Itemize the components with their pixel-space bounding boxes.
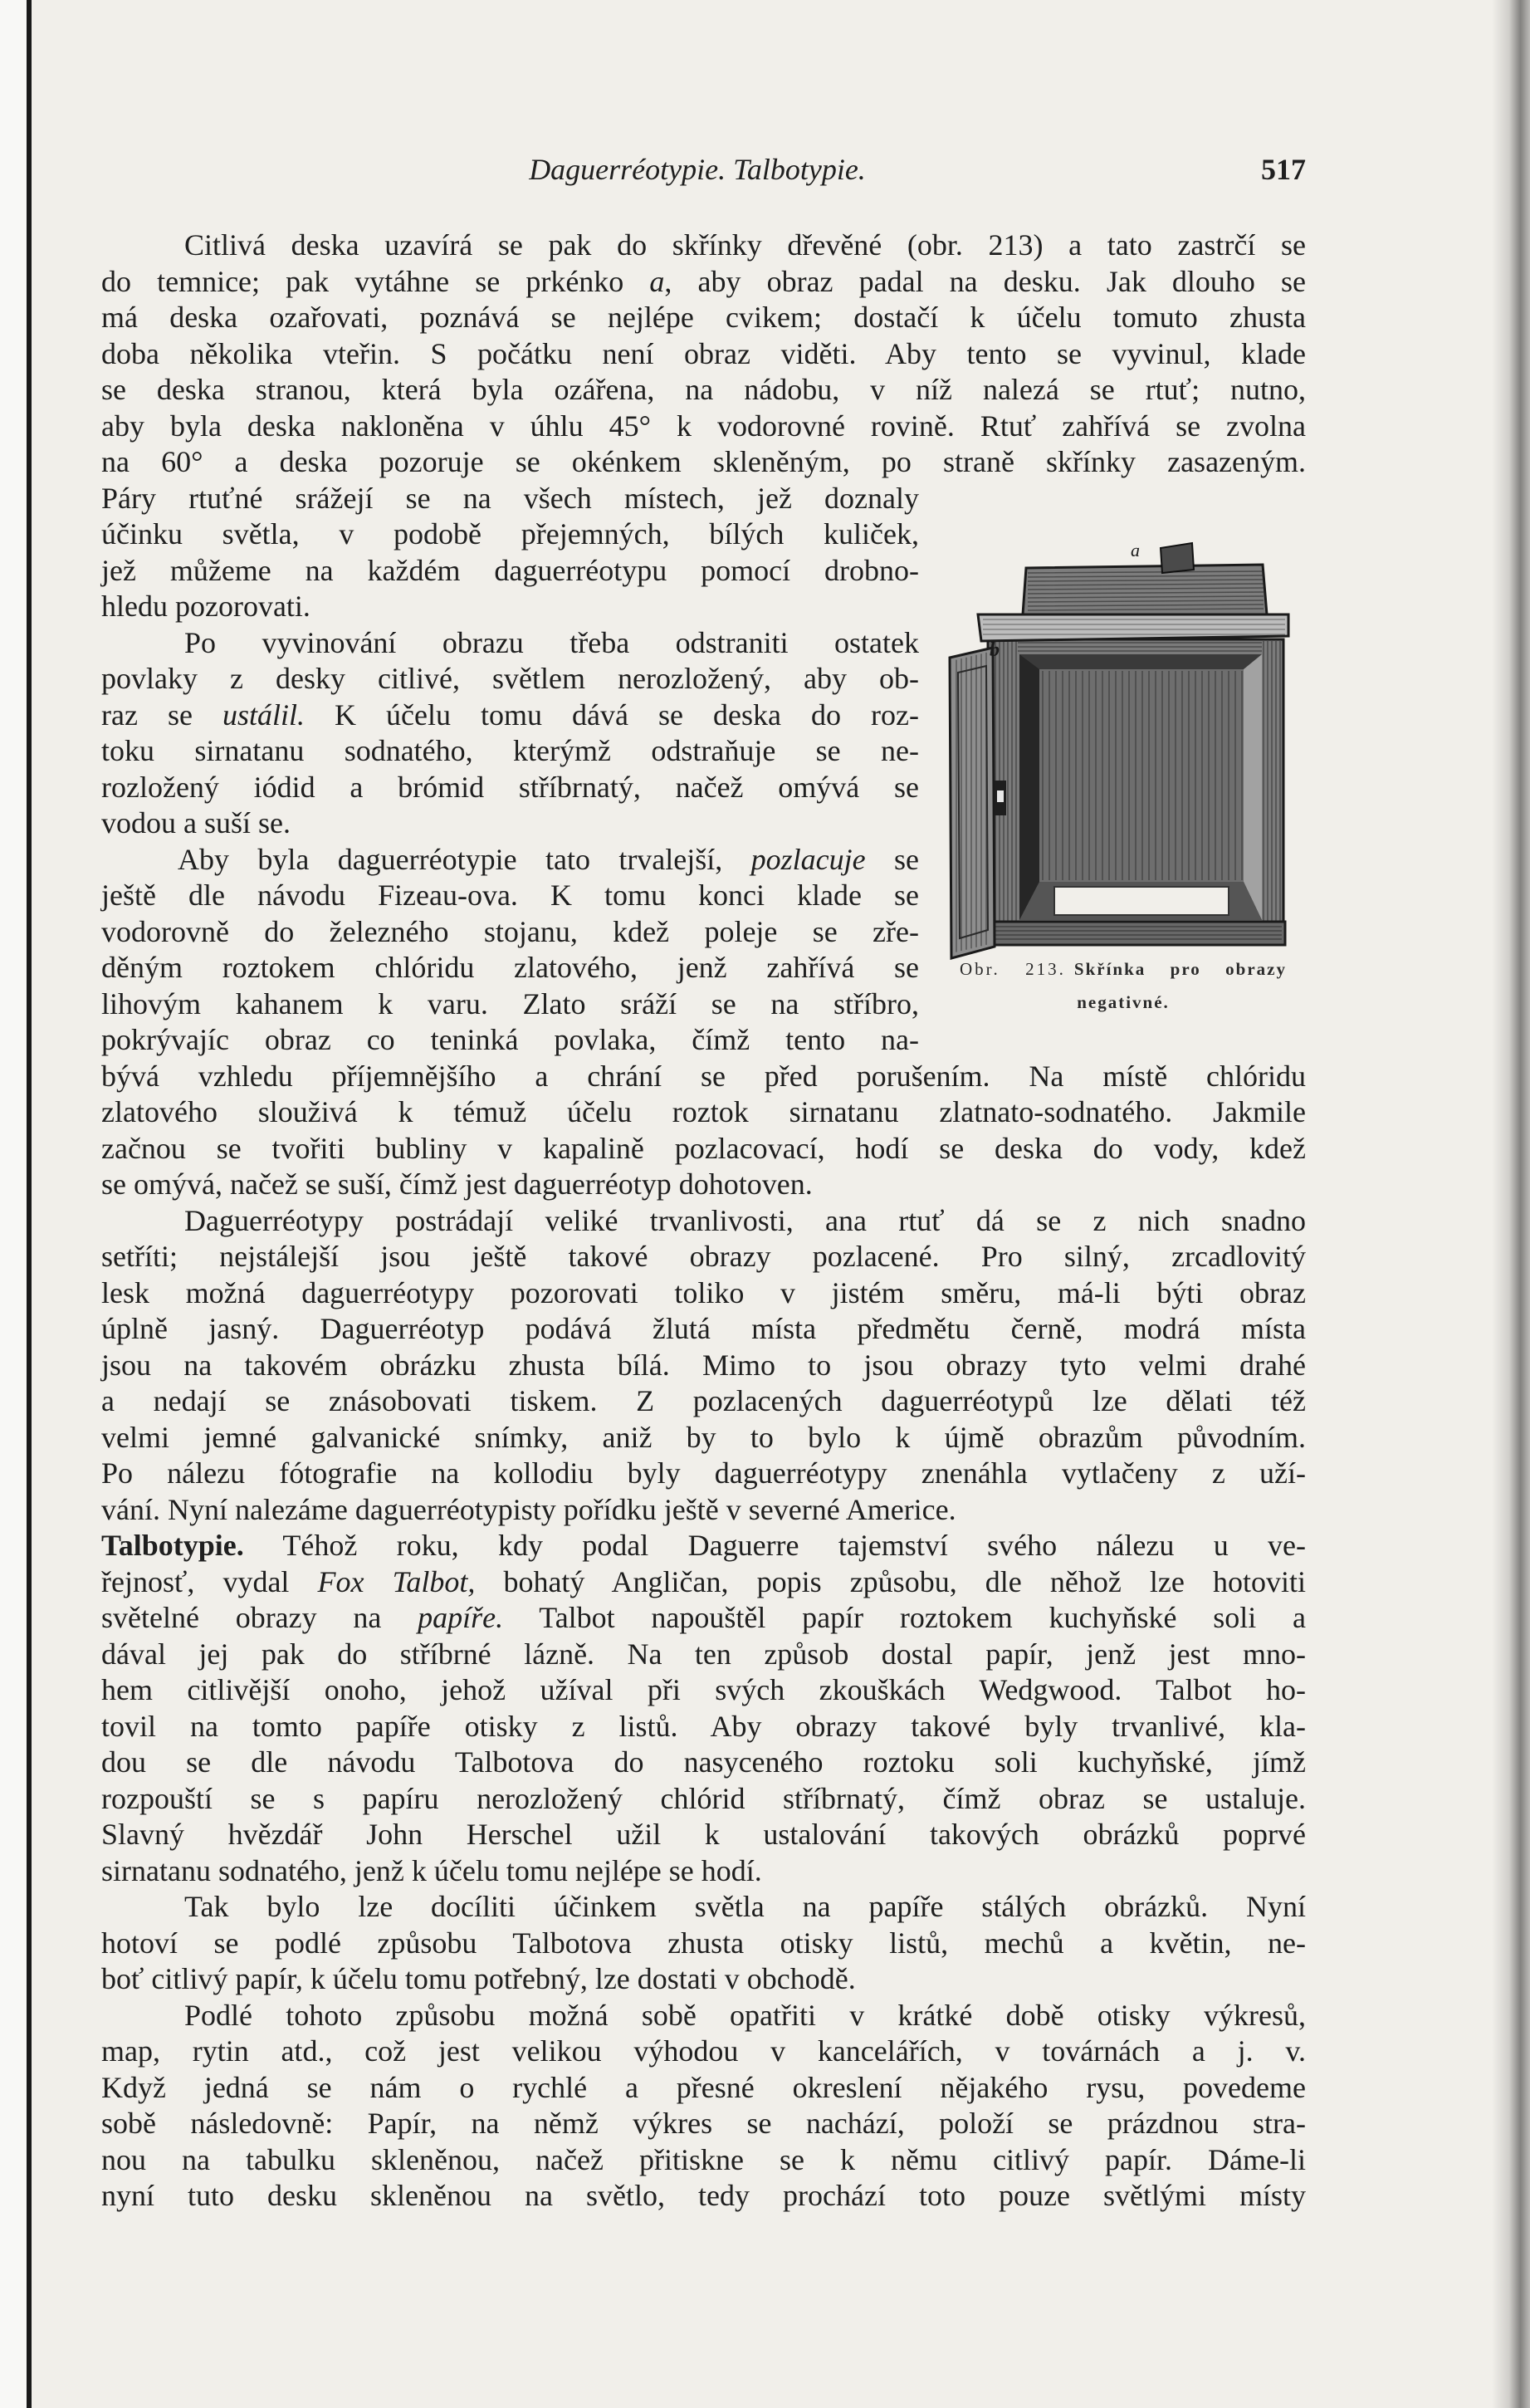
interior-right-wall <box>1244 654 1262 920</box>
text-line <box>101 1564 1306 1601</box>
text-line: sirnatanu sodnatého, jenž k účelu tomu nejlépe se hodí. <box>101 1853 762 1887</box>
text-line: povlaky z desky citlivé, světlem nerozložený, aby ob- <box>101 662 919 695</box>
text-line: nyní tuto desku skleněnou na světlo, tedy prochází toto pouze světlými místy <box>101 2179 1306 2212</box>
text-line: Po vyvinování obrazu třeba odstraniti ostatek <box>184 625 919 659</box>
text-line: Daguerréotypy postrádají veliké trvanlivosti, ana rtuť dá se z nich snadno <box>184 1203 1306 1237</box>
text-line: rozložený iódid a brómid stříbrnatý, načež omývá se <box>101 770 919 804</box>
caption-title: Skřínka pro obrazy <box>1073 959 1287 979</box>
text-line: začnou se tvořiti bubliny v kapalině pozlacovací, hodí se deska do vody, kdež <box>101 1131 1306 1165</box>
text-line <box>101 264 1306 301</box>
italic-segment: pozlacuje <box>750 842 866 876</box>
text-segment: , aby obraz padal na desku. Jak dlouho se <box>664 264 1306 298</box>
text-line: doba několika vteřin. S počátku není obraz viděti. Aby tento se vyvinul, klade <box>101 336 1306 370</box>
door-latch-highlight <box>997 790 1004 802</box>
figure-label-a: a <box>1131 540 1140 560</box>
text-line: jež můžeme na každém daguerréotypu pomocí drobno- <box>101 553 919 587</box>
interior-back-panel <box>1039 669 1244 882</box>
text-line: jsou na takovém obrázku zhusta bílá. Mimo to jsou obrazy tyto velmi drahé <box>101 1348 1306 1382</box>
caption-number: Obr. 213. <box>960 959 1066 979</box>
text-segment: se <box>865 842 919 876</box>
italic-segment: Fox Talbot, <box>317 1564 476 1598</box>
text-line: pokrývajíc obraz co teninká povlaka, čímž tento na- <box>101 1023 919 1056</box>
text-line: Když jedná se nám o rychlé a přesné okreslení nějakého rysu, povedeme <box>101 2070 1306 2104</box>
section-heading-talbotypie: Talbotypie. <box>101 1529 244 1562</box>
text-line: na 60° a deska pozoruje se okénkem skleněným, po straně skřínky zasazeným. <box>101 445 1306 478</box>
text-segment: K účelu tomu dává se deska do roz- <box>305 697 920 732</box>
text-line: Páry rtuťné srážejí se na všech místech, jež doznaly <box>101 481 919 515</box>
text-line: dou se dle návodu Talbotova do nasyceného roztoku soli kuchyňské, jímž <box>101 1745 1306 1779</box>
text-line: toku sirnatanu sodnatého, kterýmž odstraňuje se ne- <box>101 734 919 767</box>
caption-title-continued: negativné. <box>1077 992 1170 1012</box>
figure-label-b: b <box>990 639 1000 661</box>
text-line: vodorovně do železného stojanu, kdež poleje se zře- <box>101 914 919 948</box>
text-line: lihovým kahanem k varu. Zlato sráží se na stříbro, <box>101 986 919 1020</box>
text-line: se omývá, načež se suší, čímž jest daguerréotyp dohotoven. <box>101 1167 813 1201</box>
page-number: 517 <box>1261 153 1306 186</box>
text-line: vání. Nyní nalezáme daguerréotypisty pořídku ještě v severné Americe. <box>101 1492 956 1526</box>
italic-segment: ustálil. <box>222 697 306 732</box>
text-line: hledu pozorovati. <box>101 590 310 623</box>
page-edge-shadow <box>1492 0 1530 2408</box>
text-line: Po nálezu fótografie na kollodiu byly daguerréotypy znenáhla vytlačeny z uží- <box>101 1456 1306 1490</box>
text-line: úplně jasný. Daguerréotyp podává žlutá místa předmětu černě, modrá místa <box>101 1312 1306 1345</box>
caption-line <box>960 952 1287 986</box>
text-segment: světelné obrazy na <box>101 1601 418 1634</box>
interior-left-wall <box>1019 654 1039 920</box>
text-segment: Talbot napouštěl papír roztokem kuchyňské soli a <box>503 1601 1307 1634</box>
text-line <box>101 697 919 734</box>
text-line: tovil na tomto papíře otisky z listů. Aby obrazy takové byly trvanlivé, kla- <box>101 1709 1306 1743</box>
italic-segment: papíře. <box>418 1601 504 1634</box>
body-text <box>101 228 1306 2215</box>
binding-edge <box>27 0 32 2408</box>
text-line: hotoví se podlé způsobu Talbotova zhusta otisky listů, mechů a květin, ne- <box>101 1926 1306 1960</box>
running-title: Daguerréotypie. Talbotypie. <box>529 153 866 186</box>
lid-slide-a <box>1161 543 1194 573</box>
door-wood-grain <box>956 653 986 952</box>
text-line: nou na tabulku skleněnou, načež přitiskne se k němu citlivý papír. Dáme-li <box>101 2142 1306 2176</box>
text-segment: Téhož roku, kdy podal Daguerre tajemství svého nálezu u ve- <box>243 1529 1306 1562</box>
text-line: má deska ozařovati, poznává se nejlépe cvikem; dostačí k účelu tomuto zhusta <box>101 301 1306 334</box>
text-line: a nedají se znásobovati tiskem. Z pozlacených daguerréotypů lze dělati též <box>101 1384 1306 1417</box>
text-line: map, rytin atd., což jest velikou výhodou v kancelářích, v továrnách a j. v. <box>101 2034 1306 2068</box>
text-line: velmi jemné galvanické snímky, aniž by to bylo k újmě obrazům původním. <box>101 1420 1306 1454</box>
text-line: Tak bylo lze docíliti účinkem světla na papíře stálých obrázků. Nyní <box>184 1890 1306 1923</box>
text-line: setříti; nejstálejší jsou ještě takové obrazy pozlacené. Pro silný, zrcadlovitý <box>101 1240 1306 1273</box>
text-line: hem citlivější onoho, jehož užíval při svých zkouškách Wedgwood. Talbot ho- <box>101 1673 1306 1706</box>
text-line: zlatového slouživá k témuž účelu roztok sirnatanu zlatnato-sodnatého. Jakmile <box>101 1095 1306 1128</box>
text-line: se deska stranou, která byla ozářena, na nádobu, v níž nalezá se rtuť; nutno, <box>101 373 1306 406</box>
text-segment: do temnice; pak vytáhne se prkénko <box>101 264 650 298</box>
caption-line <box>960 986 1287 1019</box>
italic-segment: a <box>649 264 665 298</box>
text-line: bývá vzhledu příjemnějšího a chrání se před porušením. Na místě chlóridu <box>101 1059 1306 1093</box>
text-segment: raz se <box>101 697 222 732</box>
text-line <box>101 1528 1306 1564</box>
figure-213-cabinet-illustration <box>946 531 1295 972</box>
text-line: lesk možná daguerréotypy pozorovati toliko v jistém směru, má-li býti obraz <box>101 1275 1306 1309</box>
text-segment: bohatý Angličan, popis způsobu, dle něhož lze hotoviti <box>475 1564 1306 1598</box>
text-line: vodou a suší se. <box>101 806 291 839</box>
text-line: účinku světla, v podobě přejemných, bílých kuliček, <box>101 517 919 551</box>
sensitive-plate <box>1054 887 1229 915</box>
text-line: rozpouští se s papíru nerozložený chlórid stříbrnatý, čímž obraz se ustaluje. <box>101 1781 1306 1815</box>
text-line <box>101 1600 1306 1637</box>
scan-left-margin <box>0 0 27 2408</box>
text-line: ještě dle návodu Fizeau-ova. K tomu konci klade se <box>101 879 919 912</box>
text-line: dával jej pak do stříbrné lázně. Na ten způsob dostal papír, jenž jest mno- <box>101 1637 1306 1671</box>
figure-caption <box>960 952 1287 1019</box>
text-line: boť citlivý papír, k účelu tomu potřebný, lze dostati v obchodě. <box>101 1962 856 1995</box>
text-line: děným roztokem chlóridu zlatového, jenž zahřívá se <box>101 951 919 984</box>
text-line: Citlivá deska uzavírá se pak do skřínky dřevěné (obr. 213) a tato zastrčí se <box>184 228 1306 262</box>
text-segment: Aby byla daguerréotypie tato trvalejší, <box>178 842 751 876</box>
cabinet-ledge <box>978 614 1288 641</box>
text-line <box>101 842 919 879</box>
running-head <box>101 149 1306 189</box>
text-segment: řejnosť, vydal <box>101 1564 318 1598</box>
text-line: sobě následovně: Papír, na němž výkres se nachází, položí se prázdnou stra- <box>101 2107 1306 2140</box>
cabinet-base <box>986 922 1285 945</box>
text-line: aby byla deska nakloněna v úhlu 45° k vodorovné rovině. Rtuť zahřívá se zvolna <box>101 409 1306 443</box>
text-line: Slavný hvězdář John Herschel užil k ustalování takových obrázků poprvé <box>101 1818 1306 1851</box>
text-line: Podlé tohoto způsobu možná sobě opatřiti v krátké době otisky výkresů, <box>184 1998 1306 2032</box>
